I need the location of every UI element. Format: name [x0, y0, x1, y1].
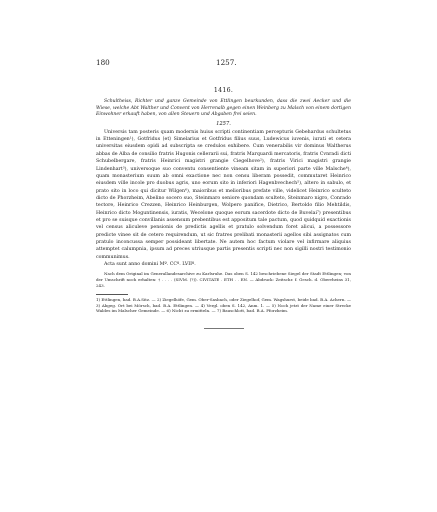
document-page — [96, 58, 351, 329]
document-number: 1416. — [213, 87, 234, 94]
page-number: 180 — [96, 58, 110, 67]
running-head-year: 1257. — [216, 58, 237, 67]
body-paragraph: Universis tam posteris quam modernis huius scripti continentiam percepturis Gebehardus schultetus in Etteningen¹), Gotfridus ⟨et⟩ Simelarius et Gotfridus filius suus, Ludewicus iuvenis, iurati et cetera universitas eiusdem opidi ad subscripta se credulos exhibere. Cum venerabilis vir dominus Waltherus abbas de Alba de consilio fratris Hugonis cellerarii sui, fratris Marquardi mercatoris, fratris Cvnradi dicti Schubelbergare, fratris Heinrici magistri grangie Ciegelhove²), fratris Virici magistri grangie Lindenhart³), universoque suo conventu consentiente vineam sitam in superiori parte ville Malsche⁴), quam monasterium suum ab omni exactione nec non censu liberam possedit, commutaret Heinrico eiusdem ville incole pro duobus agris, uno eorum sito in inferiori Hagenbvechech⁵), altero in sabulo, et prato sito in loco qui dicitur Wilgen⁶), maioribus et melioribus prefate ville, videlicet Heinrico sculteto dicto de Phorzheim, Abelino socero suo, Steinmaro seniore quondam sculteto, Steinmaro nigro, Conrado tectore, Heinrico Crezzen, Heinrico Heinburgen, Wolpero panifice, Dietrico, Bertoldo filio Mehtildis, Heinrico dicto Moguntinensis, iuratis, Wecelone quoque eorum sacerdote dicto de Buvelai⁷) presentibus et pro se suisque convillanis assensum prebentibus est appositum tale pactum, quod quidquid exactionis vel census aliculeve pensionis de predictis agellis et pratulo solvendum foret alicui, a possessore predicte vinee sit de cetero requirendum, ut sic fratres prelibati monasterii agellos sibi assignatos cum pratulo inconcussa semper possideant libertate. Ne autem hoc factum violare vel infirmare aliquius attemptet calumpnia, ipsum ad preces utriusque partis presentis scripti nec non sigilli nostri testimonio communimus. — [96, 129, 351, 260]
footnote-divider — [96, 294, 128, 295]
page-header — [96, 58, 351, 70]
end-divider — [204, 328, 244, 329]
dating-line: Acta sunt anno domini Mº. CCº. LVIIº. — [104, 261, 196, 267]
footnotes — [96, 297, 351, 314]
source-note: Nach dem Original im Generallandesarchive zu Karlsruhe. Das oben S. 142 beschriebene Siegel der Stadt Ettlingen; von der Umschrift noch erhalten: † . . . . (SIVM. (?)). CIVITATE . ETH . . EN. — Abdruck: Zeitschr. f. Gesch. d. Oberrheins 31, 243. — [96, 271, 351, 288]
document-regest: Schultheiss, Richter und ganze Gemeinde von Ettlingen beurkunden, dass die zwei Aecker und die Wiese, welche Abt Walther und Convent von Herrenalb gegen einen Weinberg zu Malsch von einem dortigen Einwohner erkauft haben, von allen Steuern und Abgaben frei seien. — [96, 99, 351, 118]
document-year: 1257. — [216, 120, 231, 127]
footnote-text: 1) Ettlingen, bad. B.A.Sitz. — 2) Ziegelhöfe, Gem. Ober-Sasbach, oder Ziegelhof, Gem. Wagshurst, beide bad. B.A. Achern. — 3) Abgeg. Ort bei Mörsch, bad. B.A. Ettlingen. — 4) Vergl. oben S. 142, Anm. 1. — 5) Noch jetzt der Name einer Strecke Waldes im Malscher Gemeinde. — 6) Nicht zu ermitteln. — 7) Bauschlott, bad. B.A. Pforzheim. — [96, 297, 351, 314]
document-body — [96, 129, 351, 269]
